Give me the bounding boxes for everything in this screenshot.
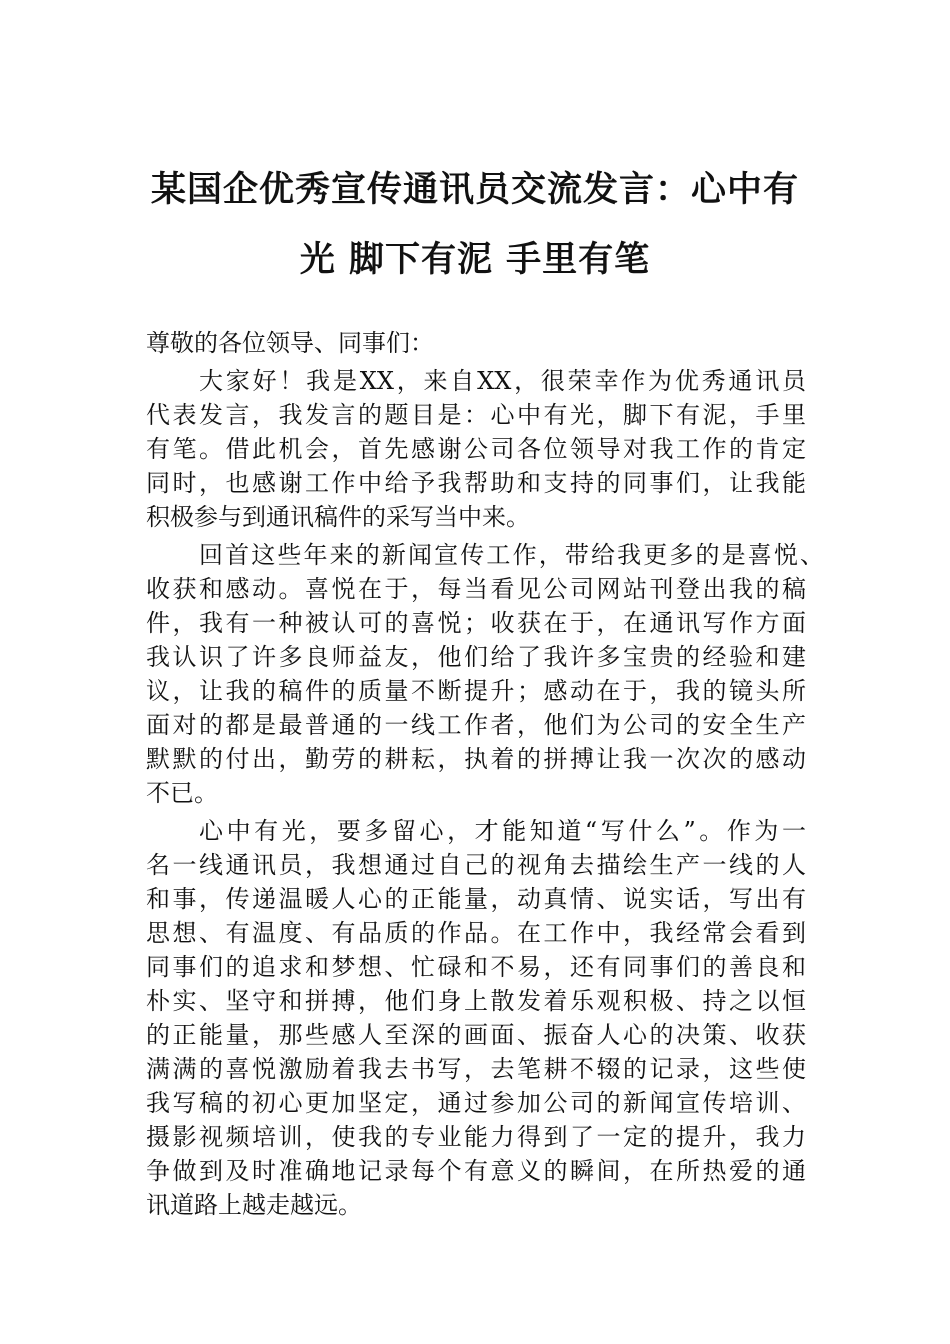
text-line: 我写稿的初心更加坚定，通过参加公司的新闻宣传培训、	[146, 1089, 806, 1117]
text-line: 有笔。借此机会，首先感谢公司各位领导对我工作的肯定	[146, 435, 806, 463]
text-line: 代表发言，我发言的题目是：心中有光，脚下有泥，手里	[146, 401, 806, 429]
text-line: 件，我有一种被认可的喜悦；收获在于，在通讯写作方面	[146, 609, 806, 637]
text-line: 摄影视频培训，使我的专业能力得到了一定的提升，我力	[146, 1123, 806, 1151]
text-line: 和事，传递温暖人心的正能量，动真情、说实话，写出有	[146, 885, 806, 913]
document-body	[146, 326, 824, 1222]
text-line: 默默的付出，勤劳的耕耘，执着的拼搏让我一次次的感动	[146, 745, 806, 773]
paragraph	[146, 538, 824, 810]
text-line: 不已。	[146, 779, 218, 807]
text-line: 我认识了许多良师益友，他们给了我许多宝贵的经验和建	[146, 643, 806, 671]
salutation	[146, 326, 806, 360]
text-line: 尊敬的各位领导、同事们：	[146, 329, 434, 357]
text-line: 面对的都是最普通的一线工作者，他们为公司的安全生产	[146, 711, 806, 739]
text-line: 满满的喜悦激励着我去书写，去笔耕不辍的记录，这些使	[146, 1055, 806, 1083]
text-line: 的正能量，那些感人至深的画面、振奋人心的决策、收获	[146, 1021, 806, 1049]
text-line: 讯道路上越走越远。	[146, 1191, 362, 1219]
text-line: 议，让我的稿件的质量不断提升；感动在于，我的镜头所	[146, 677, 806, 705]
text-line: 积极参与到通讯稿件的采写当中来。	[146, 503, 530, 531]
text-line: 同时，也感谢工作中给予我帮助和支持的同事们，让我能	[146, 469, 806, 497]
text-line: 朴实、坚守和拼搏，他们身上散发着乐观积极、持之以恒	[146, 987, 806, 1015]
text-line: 心中有光，要多留心，才能知道“写什么”。作为一	[199, 817, 806, 845]
text-line: 争做到及时准确地记录每个有意义的瞬间，在所热爱的通	[146, 1157, 806, 1185]
text-line: 大家好！我是XX，来自XX，很荣幸作为优秀通讯员	[199, 367, 806, 395]
document-title-line-2: 光 脚下有泥 手里有笔	[299, 239, 651, 280]
text-line: 收获和感动。喜悦在于，每当看见公司网站刊登出我的稿	[146, 575, 806, 603]
paragraph	[146, 364, 806, 534]
text-line: 同事们的追求和梦想、忙碌和不易，还有同事们的善良和	[146, 953, 806, 981]
text-line: 思想、有温度、有品质的作品。在工作中，我经常会看到	[146, 919, 806, 947]
text-line: 回首这些年来的新闻宣传工作，带给我更多的是喜悦、	[199, 541, 824, 569]
text-line: 名一线通讯员，我想通过自己的视角去描绘生产一线的人	[146, 851, 806, 879]
paragraph	[146, 814, 806, 1222]
document-title-line-1: 某国企优秀宣传通讯员交流发言：心中有	[150, 169, 799, 210]
